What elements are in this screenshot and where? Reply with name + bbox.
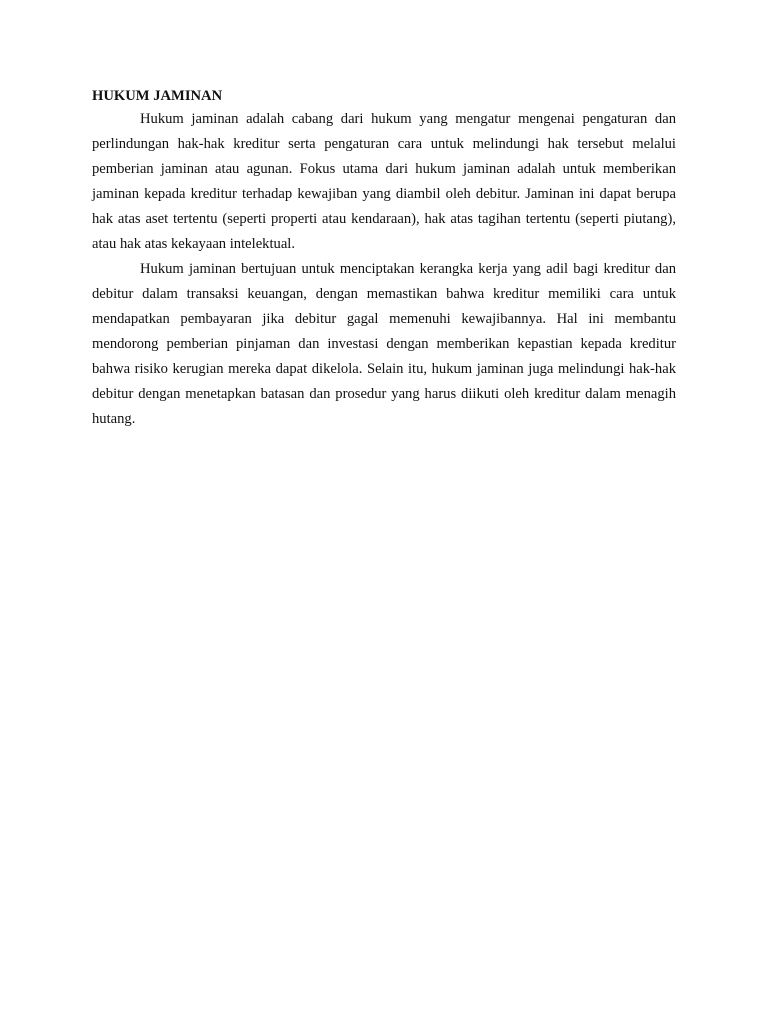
paragraph-2: Hukum jaminan bertujuan untuk menciptakan kerangka kerja yang adil bagi kreditur dan debitur dalam transaksi keuangan, dengan memastikan bahwa kreditur memiliki cara untuk mendapatkan pembayaran jika debitur gagal memenuhi kewajibannya. Hal ini membantu mendorong pemberian pinjaman dan investasi dengan memberikan kepastian kepada kreditur bahwa risiko kerugian mereka dapat dikelola. Selain itu, hukum jaminan juga melindungi hak-hak debitur dengan menetapkan batasan dan prosedur yang harus diikuti oleh kreditur dalam menagih hutang. bbox=[92, 261, 676, 427]
paragraph-1: Hukum jaminan adalah cabang dari hukum yang mengatur mengenai pengaturan dan perlindungan hak-hak kreditur serta pengaturan cara untuk melindungi hak tersebut melalui pemberian jaminan atau agunan. Fokus utama dari hukum jaminan adalah untuk memberikan jaminan kepada kreditur terhadap kewajiban yang diambil oleh debitur. Jaminan ini dapat berupa hak atas aset tertentu (seperti properti atau kendaraan), hak atas tagihan tertentu (seperti piutang), atau hak atas kekayaan intelektual. bbox=[92, 111, 676, 252]
document-title: HUKUM JAMINAN bbox=[92, 88, 223, 104]
document-body bbox=[92, 86, 676, 432]
